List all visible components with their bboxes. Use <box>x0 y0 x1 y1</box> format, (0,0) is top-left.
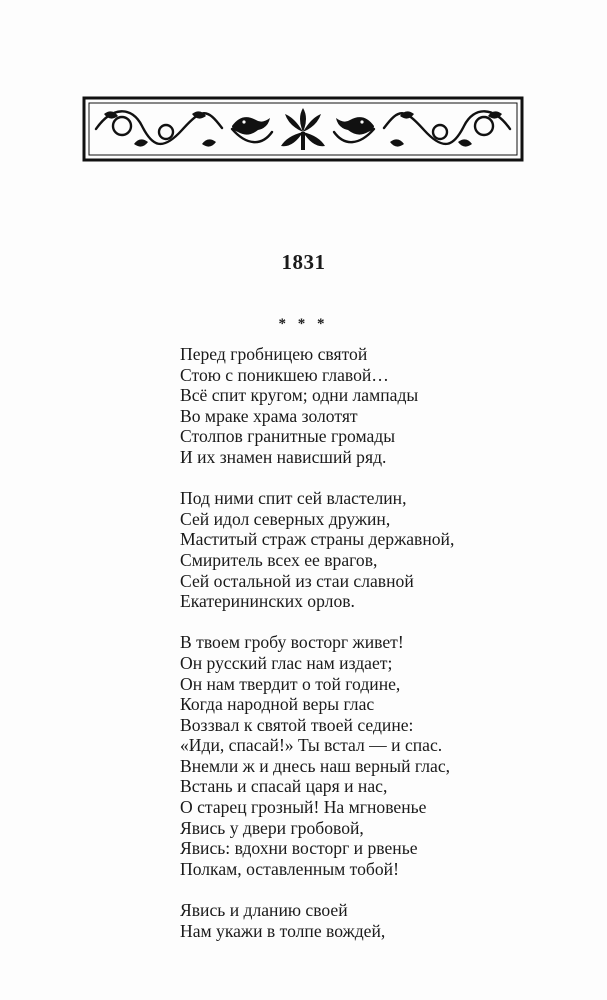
poem-line: Стою с поникшею главой… <box>180 364 389 385</box>
poem-line: Он нам твердит о той године, <box>180 673 401 694</box>
poem-stanza <box>180 344 580 468</box>
poem-line: В твоем гробу восторг живет! <box>180 632 404 653</box>
poem-stanza <box>180 632 580 879</box>
poem-line: И их знамен нависший ряд. <box>180 446 387 467</box>
poem-line: Сей идол северных дружин, <box>180 508 391 529</box>
poem-line: Смиритель всех ее врагов, <box>180 549 378 570</box>
poem-line: Явись и дланию своей <box>180 900 348 921</box>
poem-line: Во мраке храма золотят <box>180 405 358 426</box>
poem-line: Явись: вдохни восторг и рвенье <box>180 838 418 859</box>
poem-line: Екатерининских орлов. <box>180 591 355 612</box>
poem-text <box>180 344 580 962</box>
poem-year-heading: 1831 <box>281 250 326 274</box>
poem-line: Воззвал к святой твоей седине: <box>180 714 414 735</box>
poem-line: Явись у двери гробовой, <box>180 817 364 838</box>
poem-line: «Иди, спасай!» Ты встал — и спас. <box>180 735 443 756</box>
poem-line: Под ними спит сей властелин, <box>180 488 407 509</box>
poem-line: Маститый страж страны державной, <box>180 529 455 550</box>
poem-stanza <box>180 900 580 941</box>
poem-line: Он русский глас нам издает; <box>180 652 393 673</box>
poem-line: Сей остальной из стаи славной <box>180 570 414 591</box>
poem-line: Внемли ж и днесь наш верный глас, <box>180 755 451 776</box>
poem-line: Полкам, оставленным тобой! <box>180 858 399 879</box>
poem-stanza <box>180 488 580 612</box>
poem-line: Когда народной веры глас <box>180 694 375 715</box>
decorative-headpiece-ornament <box>82 96 524 162</box>
poem-line: Столпов гранитные громады <box>180 426 396 447</box>
poem-separator-asterisks: * * * <box>278 316 329 332</box>
poem-line: Всё спит кругом; одни лампады <box>180 385 419 406</box>
poem-line: О старец грозный! На мгновенье <box>180 797 427 818</box>
poem-line: Встань и спасай царя и нас, <box>180 776 388 797</box>
poem-line: Перед гробницею святой <box>180 344 368 364</box>
poem-line: Нам укажи в толпе вождей, <box>180 920 386 941</box>
